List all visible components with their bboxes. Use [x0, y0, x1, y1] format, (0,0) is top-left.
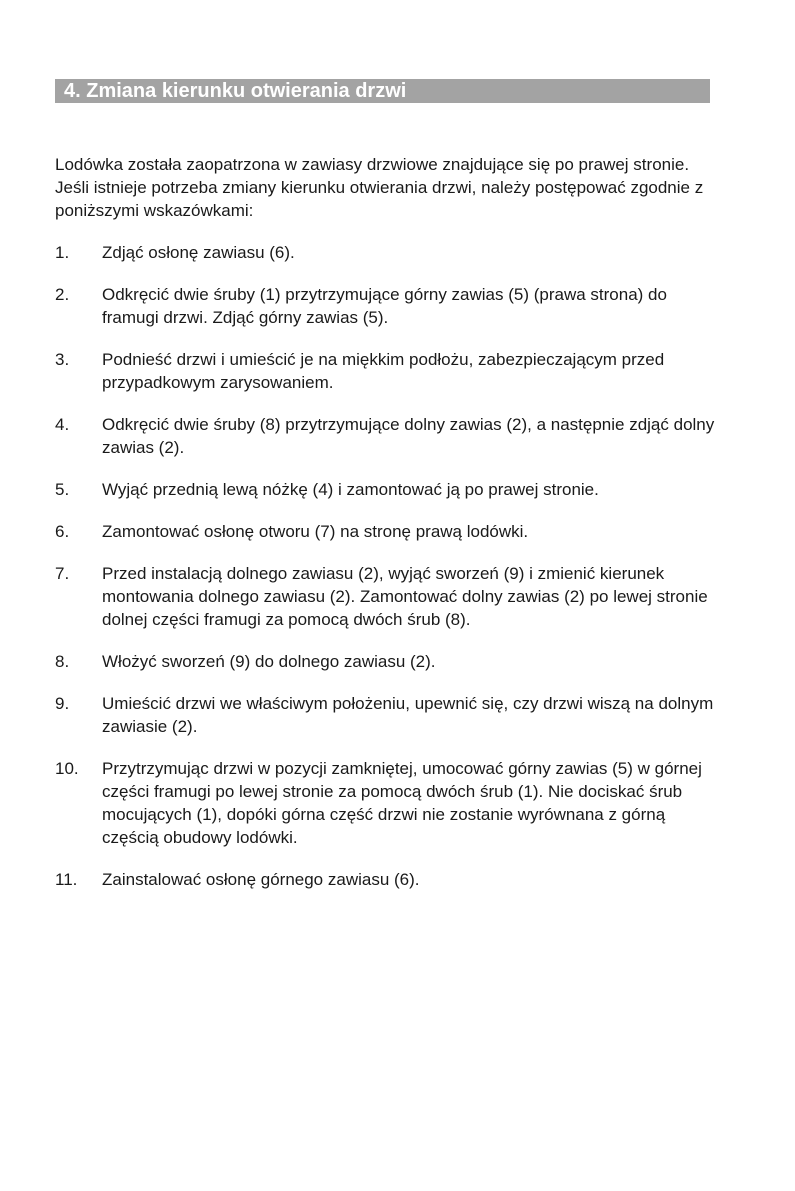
step-item — [55, 757, 720, 849]
step-number: 7. — [55, 564, 70, 583]
step-text: Zamontować osłonę otworu (7) na stronę prawą lodówki. — [102, 522, 529, 541]
step-text: Umieścić drzwi we właściwym położeniu, upewnić się, czy drzwi wiszą na dolnym zawiasie (2). — [102, 694, 714, 736]
step-text: Podnieść drzwi i umieścić je na miękkim podłożu, zabezpieczającym przed przypadkowym zarysowaniem. — [102, 350, 665, 392]
step-number: 2. — [55, 285, 70, 304]
step-item — [55, 478, 720, 501]
section-title: 4. Zmiana kierunku otwierania drzwi — [64, 80, 407, 102]
step-item — [55, 348, 720, 394]
step-number: 4. — [55, 415, 70, 434]
step-item — [55, 413, 720, 459]
instruction-steps-list — [55, 241, 720, 891]
step-text: Zainstalować osłonę górnego zawiasu (6). — [102, 870, 420, 889]
step-number: 8. — [55, 652, 70, 671]
step-text: Wyjąć przednią lewą nóżkę (4) i zamontować ją po prawej stronie. — [102, 480, 599, 499]
step-number: 6. — [55, 522, 70, 541]
step-item — [55, 692, 720, 738]
section-header-bar — [55, 79, 710, 103]
step-text: Przed instalacją dolnego zawiasu (2), wyjąć sworzeń (9) i zmienić kierunek montowania dolnego zawiasu (2). Zamontować dolny zawias (2) po lewej stronie dolnej części framugi za pomocą dwóch śrub (8). — [102, 564, 708, 629]
step-number: 9. — [55, 694, 70, 713]
step-item — [55, 562, 720, 631]
step-number: 3. — [55, 350, 70, 369]
step-text: Odkręcić dwie śruby (1) przytrzymujące górny zawias (5) (prawa strona) do framugi drzwi. Zdjąć górny zawias (5). — [102, 285, 667, 327]
step-text: Odkręcić dwie śruby (8) przytrzymujące dolny zawias (2), a następnie zdjąć dolny zawias (2). — [102, 415, 715, 457]
step-text: Włożyć sworzeń (9) do dolnego zawiasu (2). — [102, 652, 436, 671]
step-number: 10. — [55, 759, 79, 778]
step-number: 11. — [55, 870, 78, 889]
step-text: Przytrzymując drzwi w pozycji zamkniętej, umocować górny zawias (5) w górnej części framugi po lewej stronie za pomocą dwóch śrub (1). Nie dociskać śrub mocujących (1), dopóki górna część drzwi nie zostanie wyrównana z górną częścią obudowy lodówki. — [102, 759, 702, 847]
step-number: 5. — [55, 480, 70, 499]
step-item — [55, 520, 720, 543]
step-item — [55, 241, 720, 264]
step-item — [55, 650, 720, 673]
intro-paragraph: Lodówka została zaopatrzona w zawiasy drzwiowe znajdujące się po prawej stronie. Jeśli istnieje potrzeba zmiany kierunku otwierania drzwi, należy postępować zgodnie z poniższymi wskazówkami: — [55, 155, 704, 220]
step-item — [55, 868, 720, 891]
step-number: 1. — [55, 243, 70, 262]
step-item — [55, 283, 720, 329]
step-text: Zdjąć osłonę zawiasu (6). — [102, 243, 295, 262]
